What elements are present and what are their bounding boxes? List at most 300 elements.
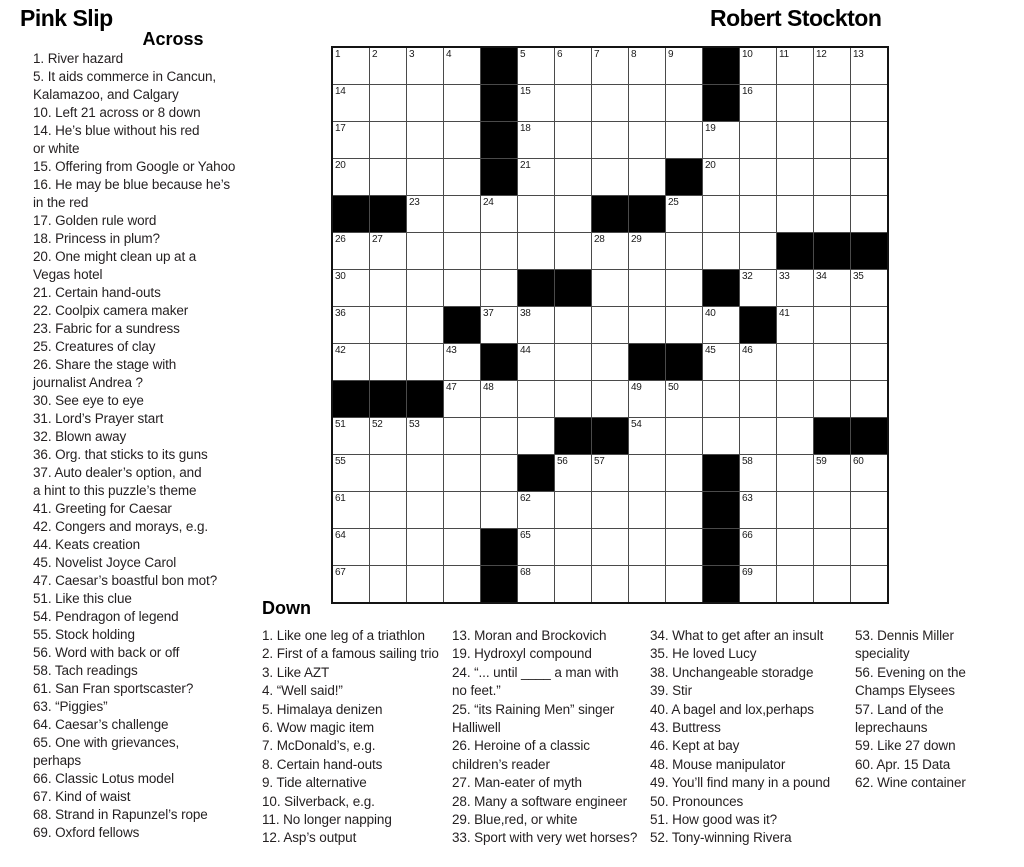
across-clue-line: 14. He’s blue without his red — [33, 123, 200, 138]
grid-cell[interactable] — [703, 196, 739, 232]
grid-cell[interactable] — [370, 418, 406, 454]
grid-cell[interactable] — [555, 122, 591, 158]
grid-cell[interactable] — [370, 122, 406, 158]
grid-cell[interactable] — [481, 381, 517, 417]
grid-cell[interactable] — [333, 492, 369, 528]
grid-cell[interactable] — [851, 381, 887, 417]
down-clue-line: no feet.” — [452, 683, 501, 699]
grid-cell[interactable] — [444, 85, 480, 121]
grid-cell[interactable] — [518, 566, 554, 602]
grid-cell[interactable] — [370, 492, 406, 528]
cell-number: 11 — [779, 49, 789, 60]
cell-number: 28 — [594, 234, 605, 245]
grid-cell-black — [370, 381, 406, 417]
grid-cell[interactable] — [481, 196, 517, 232]
across-clue-line: 18. Princess in plum? — [33, 231, 160, 246]
down-clue-line: 11. No longer napping — [262, 811, 392, 827]
grid-cell[interactable] — [333, 307, 369, 343]
grid-cell[interactable] — [814, 307, 850, 343]
grid-cell[interactable] — [740, 455, 776, 491]
cell-number: 6 — [557, 49, 563, 60]
grid-cell[interactable] — [370, 566, 406, 602]
grid-cell-black — [481, 122, 517, 158]
grid-cell[interactable] — [777, 566, 813, 602]
grid-cell[interactable] — [444, 159, 480, 195]
grid-cell-black — [481, 159, 517, 195]
grid-cell[interactable] — [777, 270, 813, 306]
across-clue-line: 32. Blown away — [33, 429, 127, 444]
across-clue-line: 65. One with grievances, — [33, 735, 180, 750]
grid-cell[interactable] — [777, 381, 813, 417]
across-clue-line: in the red — [33, 195, 89, 210]
cell-number: 66 — [742, 530, 753, 541]
down-clue-line: 26. Heroine of a classic — [452, 738, 590, 754]
grid-cell[interactable] — [592, 455, 628, 491]
grid-cell[interactable] — [777, 455, 813, 491]
grid-cell[interactable] — [814, 270, 850, 306]
down-clue-column-4 — [855, 627, 966, 793]
grid-cell[interactable] — [629, 492, 665, 528]
grid-cell[interactable] — [666, 196, 702, 232]
down-clue-line: 33. Sport with very wet horses? — [452, 830, 638, 846]
cell-number: 37 — [483, 308, 494, 319]
grid-cell[interactable] — [333, 48, 369, 84]
grid-cell[interactable] — [407, 307, 443, 343]
down-clue-line: 35. He loved Lucy — [650, 646, 757, 662]
puzzle-author: Robert Stockton — [710, 5, 882, 31]
grid-cell[interactable] — [407, 455, 443, 491]
grid-cell[interactable] — [777, 344, 813, 380]
grid-cell[interactable] — [555, 529, 591, 565]
grid-cell[interactable] — [444, 492, 480, 528]
grid-cell-black — [370, 196, 406, 232]
grid-cell[interactable] — [555, 48, 591, 84]
cell-number: 40 — [705, 308, 716, 319]
down-clue-line: 4. “Well said!” — [262, 683, 343, 699]
grid-cell[interactable] — [555, 196, 591, 232]
across-clue-line: 37. Auto dealer’s option, and — [33, 465, 202, 480]
down-clue-line: children’s reader — [452, 756, 550, 772]
grid-cell[interactable] — [518, 492, 554, 528]
grid-cell[interactable] — [518, 307, 554, 343]
grid-cell[interactable] — [740, 196, 776, 232]
grid-cell[interactable] — [518, 196, 554, 232]
down-clue-column-2 — [452, 627, 637, 848]
across-clue-line: Vegas hotel — [33, 267, 103, 282]
down-clue-line: 5. Himalaya denizen — [262, 701, 383, 717]
grid-cell[interactable] — [592, 566, 628, 602]
grid-cell[interactable] — [851, 122, 887, 158]
grid-cell[interactable] — [333, 233, 369, 269]
grid-cell[interactable] — [814, 159, 850, 195]
grid-cell[interactable] — [777, 529, 813, 565]
grid-cell[interactable] — [407, 233, 443, 269]
cell-number: 61 — [335, 493, 346, 504]
grid-cell[interactable] — [592, 307, 628, 343]
grid-cell[interactable] — [333, 566, 369, 602]
grid-cell[interactable] — [444, 233, 480, 269]
cell-number: 16 — [742, 86, 753, 97]
grid-cell[interactable] — [592, 48, 628, 84]
grid-cell[interactable] — [777, 48, 813, 84]
down-clue-line: leprechauns — [855, 719, 928, 735]
grid-cell[interactable] — [407, 418, 443, 454]
grid-cell[interactable] — [629, 122, 665, 158]
grid-cell[interactable] — [740, 270, 776, 306]
cell-number: 23 — [409, 197, 420, 208]
across-clue-line: 16. He may be blue because he’s — [33, 177, 231, 192]
grid-cell[interactable] — [370, 48, 406, 84]
across-clue-list — [33, 50, 235, 842]
grid-cell[interactable] — [333, 529, 369, 565]
grid-cell[interactable] — [666, 381, 702, 417]
across-clue-line: 41. Greeting for Caesar — [33, 501, 172, 516]
across-clue-line: 55. Stock holding — [33, 627, 135, 642]
cell-number: 14 — [335, 86, 346, 97]
grid-cell[interactable] — [814, 566, 850, 602]
cell-number: 33 — [779, 271, 790, 282]
grid-cell[interactable] — [407, 492, 443, 528]
grid-cell[interactable] — [407, 270, 443, 306]
grid-cell[interactable] — [703, 381, 739, 417]
cell-number: 4 — [446, 49, 452, 60]
grid-cell[interactable] — [370, 85, 406, 121]
grid-cell[interactable] — [518, 48, 554, 84]
grid-cell[interactable] — [555, 159, 591, 195]
grid-cell[interactable] — [370, 529, 406, 565]
grid-cell[interactable] — [518, 85, 554, 121]
grid-cell[interactable] — [444, 418, 480, 454]
grid-cell[interactable] — [851, 48, 887, 84]
grid-cell[interactable] — [481, 455, 517, 491]
grid-cell[interactable] — [666, 122, 702, 158]
cell-number: 20 — [335, 160, 346, 171]
cell-number: 53 — [409, 419, 420, 430]
grid-cell[interactable] — [518, 418, 554, 454]
grid-cell[interactable] — [740, 233, 776, 269]
grid-cell[interactable] — [592, 233, 628, 269]
grid-cell[interactable] — [740, 122, 776, 158]
across-clue-line: 44. Keats creation — [33, 537, 141, 552]
grid-cell[interactable] — [629, 270, 665, 306]
grid-cell[interactable] — [555, 455, 591, 491]
grid-cell[interactable] — [407, 566, 443, 602]
cell-number: 59 — [816, 456, 827, 467]
cell-number: 60 — [853, 456, 864, 467]
grid-cell-black — [555, 418, 591, 454]
grid-cell[interactable] — [555, 85, 591, 121]
grid-cell[interactable] — [592, 122, 628, 158]
grid-cell[interactable] — [629, 381, 665, 417]
grid-cell[interactable] — [851, 307, 887, 343]
grid-cell[interactable] — [444, 566, 480, 602]
grid-cell[interactable] — [851, 455, 887, 491]
grid-cell[interactable] — [592, 492, 628, 528]
grid-cell[interactable] — [592, 529, 628, 565]
grid-cell[interactable] — [666, 418, 702, 454]
grid-cell[interactable] — [444, 196, 480, 232]
grid-cell[interactable] — [481, 307, 517, 343]
grid-cell[interactable] — [814, 455, 850, 491]
across-clue-line: 17. Golden rule word — [33, 213, 157, 228]
grid-cell-black — [555, 270, 591, 306]
grid-cell[interactable] — [740, 418, 776, 454]
across-clue-line: 66. Classic Lotus model — [33, 771, 175, 786]
grid-cell-black — [703, 48, 739, 84]
grid-cell[interactable] — [740, 492, 776, 528]
grid-cell[interactable] — [555, 381, 591, 417]
cell-number: 65 — [520, 530, 531, 541]
grid-cell[interactable] — [666, 233, 702, 269]
grid-cell[interactable] — [333, 85, 369, 121]
grid-cell[interactable] — [592, 159, 628, 195]
grid-cell[interactable] — [444, 529, 480, 565]
grid-cell[interactable] — [777, 159, 813, 195]
grid-cell-black — [481, 344, 517, 380]
across-clue-line: 21. Certain hand-outs — [33, 285, 161, 300]
down-clue-line: 8. Certain hand-outs — [262, 756, 383, 772]
down-clue-line: 13. Moran and Brockovich — [452, 628, 607, 643]
grid-cell[interactable] — [629, 48, 665, 84]
grid-cell[interactable] — [703, 233, 739, 269]
grid-cell[interactable] — [444, 270, 480, 306]
grid-cell-black — [703, 566, 739, 602]
grid-cell[interactable] — [555, 307, 591, 343]
grid-cell[interactable] — [666, 48, 702, 84]
grid-cell[interactable] — [370, 455, 406, 491]
grid-cell[interactable] — [777, 122, 813, 158]
cell-number: 7 — [594, 49, 600, 60]
grid-cell-black — [592, 418, 628, 454]
grid-cell[interactable] — [666, 529, 702, 565]
grid-cell[interactable] — [555, 233, 591, 269]
cell-number: 5 — [520, 49, 526, 60]
cell-number: 69 — [742, 567, 753, 578]
grid-cell[interactable] — [518, 233, 554, 269]
across-clue-line: 26. Share the stage with — [33, 357, 177, 372]
puzzle-title: Pink Slip — [20, 5, 113, 31]
grid-cell[interactable] — [851, 159, 887, 195]
grid-cell[interactable] — [518, 344, 554, 380]
cell-number: 24 — [483, 197, 494, 208]
grid-cell[interactable] — [703, 418, 739, 454]
grid-cell[interactable] — [740, 381, 776, 417]
across-clue-line: perhaps — [33, 753, 82, 768]
across-clue-line: 64. Caesar’s challenge — [33, 717, 169, 732]
grid-cell[interactable] — [851, 529, 887, 565]
grid-cell[interactable] — [740, 344, 776, 380]
down-clue-line: 62. Wine container — [855, 775, 966, 791]
grid-cell[interactable] — [629, 529, 665, 565]
cell-number: 32 — [742, 271, 753, 282]
grid-cell[interactable] — [814, 48, 850, 84]
grid-cell[interactable] — [777, 418, 813, 454]
cell-number: 57 — [594, 456, 605, 467]
grid-cell[interactable] — [740, 48, 776, 84]
grid-cell-black — [777, 233, 813, 269]
grid-cell[interactable] — [851, 270, 887, 306]
grid-cell[interactable] — [814, 344, 850, 380]
down-clue-line: Champs Elysees — [855, 683, 955, 699]
grid-cell[interactable] — [629, 455, 665, 491]
grid-cell[interactable] — [555, 566, 591, 602]
grid-cell[interactable] — [407, 344, 443, 380]
cell-number: 50 — [668, 382, 679, 393]
across-clue-line: 61. San Fran sportscaster? — [33, 681, 194, 696]
grid-cell[interactable] — [407, 85, 443, 121]
grid-cell[interactable] — [333, 122, 369, 158]
down-clue-line: 19. Hydroxyl compound — [452, 646, 592, 662]
grid-cell[interactable] — [370, 344, 406, 380]
cell-number: 18 — [520, 123, 531, 134]
grid-cell[interactable] — [777, 85, 813, 121]
grid-cell[interactable] — [333, 159, 369, 195]
grid-cell[interactable] — [851, 492, 887, 528]
grid-cell[interactable] — [666, 270, 702, 306]
down-clue-line: 39. Stir — [650, 683, 692, 699]
grid-cell[interactable] — [851, 196, 887, 232]
grid-cell[interactable] — [666, 307, 702, 343]
grid-cell[interactable] — [814, 381, 850, 417]
grid-cell[interactable] — [518, 381, 554, 417]
down-clue-line: 60. Apr. 15 Data — [855, 756, 951, 772]
grid-cell[interactable] — [333, 344, 369, 380]
grid-cell[interactable] — [592, 85, 628, 121]
grid-cell[interactable] — [407, 196, 443, 232]
cell-number: 62 — [520, 493, 531, 504]
grid-cell-black — [666, 159, 702, 195]
grid-cell-black — [740, 307, 776, 343]
cell-number: 52 — [372, 419, 383, 430]
cell-number: 19 — [705, 123, 716, 134]
grid-cell[interactable] — [481, 418, 517, 454]
grid-cell[interactable] — [592, 381, 628, 417]
grid-cell[interactable] — [444, 381, 480, 417]
grid-cell[interactable] — [407, 122, 443, 158]
grid-cell[interactable] — [629, 233, 665, 269]
grid-cell[interactable] — [814, 196, 850, 232]
down-clue-line: 46. Kept at bay — [650, 738, 740, 754]
grid-cell[interactable] — [666, 455, 702, 491]
grid-cell[interactable] — [629, 307, 665, 343]
grid-cell[interactable] — [407, 529, 443, 565]
grid-cell[interactable] — [814, 85, 850, 121]
grid-cell[interactable] — [518, 122, 554, 158]
grid-cell[interactable] — [740, 159, 776, 195]
grid-cell[interactable] — [444, 48, 480, 84]
down-clue-line: 59. Like 27 down — [855, 738, 956, 754]
grid-cell-black — [333, 196, 369, 232]
down-clue-line: 29. Blue,red, or white — [452, 811, 578, 827]
grid-cell[interactable] — [407, 159, 443, 195]
grid-cell[interactable] — [851, 344, 887, 380]
grid-cell[interactable] — [518, 159, 554, 195]
cell-number: 67 — [335, 567, 346, 578]
grid-cell[interactable] — [592, 270, 628, 306]
grid-cell[interactable] — [333, 418, 369, 454]
grid-cell-black — [703, 85, 739, 121]
down-clue-line: 51. How good was it? — [650, 811, 778, 827]
across-clue-line: 42. Congers and morays, e.g. — [33, 519, 209, 534]
grid-cell[interactable] — [407, 48, 443, 84]
cell-number: 25 — [668, 197, 679, 208]
grid-cell[interactable] — [703, 122, 739, 158]
grid-cell[interactable] — [370, 270, 406, 306]
grid-cell[interactable] — [703, 159, 739, 195]
grid-cell[interactable] — [629, 159, 665, 195]
cell-number: 42 — [335, 345, 346, 356]
grid-cell[interactable] — [444, 455, 480, 491]
grid-cell[interactable] — [481, 270, 517, 306]
cell-number: 46 — [742, 345, 753, 356]
grid-cell[interactable] — [814, 529, 850, 565]
down-clue-column-3 — [650, 627, 830, 848]
grid-cell[interactable] — [481, 492, 517, 528]
grid-cell-black — [703, 270, 739, 306]
grid-cell[interactable] — [481, 233, 517, 269]
grid-cell[interactable] — [814, 122, 850, 158]
grid-cell[interactable] — [370, 307, 406, 343]
grid-cell[interactable] — [703, 344, 739, 380]
grid-cell[interactable] — [777, 492, 813, 528]
grid-cell[interactable] — [777, 307, 813, 343]
across-clue-line: 51. Like this clue — [33, 591, 132, 606]
grid-cell[interactable] — [629, 418, 665, 454]
grid-cell[interactable] — [555, 492, 591, 528]
cell-number: 29 — [631, 234, 642, 245]
down-clue-column-1 — [262, 627, 439, 848]
grid-cell[interactable] — [629, 566, 665, 602]
cell-number: 8 — [631, 49, 637, 60]
grid-cell[interactable] — [629, 85, 665, 121]
grid-cell[interactable] — [666, 566, 702, 602]
grid-cell[interactable] — [814, 492, 850, 528]
cell-number: 10 — [742, 49, 753, 60]
cell-number: 21 — [520, 160, 531, 171]
grid-cell[interactable] — [333, 270, 369, 306]
grid-cell[interactable] — [740, 85, 776, 121]
grid-cell[interactable] — [333, 455, 369, 491]
grid-cell[interactable] — [851, 566, 887, 602]
down-clue-line: 27. Man-eater of myth — [452, 775, 582, 791]
grid-cell[interactable] — [370, 159, 406, 195]
cell-number: 48 — [483, 382, 494, 393]
grid-cell[interactable] — [666, 492, 702, 528]
grid-cell[interactable] — [740, 566, 776, 602]
grid-cell[interactable] — [444, 122, 480, 158]
cell-number: 17 — [335, 123, 346, 134]
across-clue-line: 15. Offering from Google or Yahoo — [33, 159, 236, 174]
across-clue-line: 58. Tach readings — [33, 663, 138, 678]
grid-cell[interactable] — [851, 85, 887, 121]
grid-cell[interactable] — [518, 529, 554, 565]
grid-cell-black — [407, 381, 443, 417]
grid-cell[interactable] — [703, 307, 739, 343]
grid-cell[interactable] — [444, 344, 480, 380]
across-clue-line: 56. Word with back or off — [33, 645, 180, 660]
grid-cell[interactable] — [740, 529, 776, 565]
grid-cell[interactable] — [592, 344, 628, 380]
cell-number: 51 — [335, 419, 346, 430]
grid-cell[interactable] — [370, 233, 406, 269]
down-clue-line: 28. Many a software engineer — [452, 793, 628, 809]
down-clue-line: 43. Buttress — [650, 719, 721, 735]
grid-cell[interactable] — [777, 196, 813, 232]
down-clue-line: 24. “... until ____ a man with — [452, 664, 619, 680]
across-clue-line: 67. Kind of waist — [33, 789, 131, 804]
grid-cell[interactable] — [555, 344, 591, 380]
grid-cell[interactable] — [666, 85, 702, 121]
